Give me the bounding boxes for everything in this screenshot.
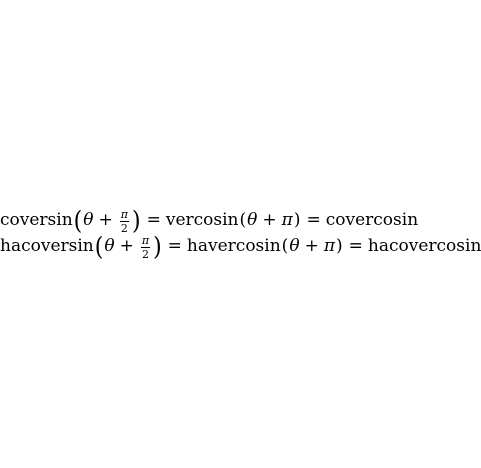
theta-symbol: θ (104, 236, 115, 256)
right-paren: ) (153, 233, 162, 262)
pi-symbol: π (323, 236, 335, 256)
theta-symbol: θ (247, 210, 258, 230)
fraction-denominator: 2 (141, 248, 149, 261)
theta-symbol: θ (289, 236, 300, 256)
function-name: havercosin (186, 236, 281, 256)
plus-operator: + (262, 210, 277, 230)
function-name: coversin (0, 210, 73, 230)
pi-symbol: π (281, 210, 293, 230)
right-paren: ) (293, 210, 301, 230)
equals-sign: = (167, 236, 182, 256)
pi-over-two-fraction (141, 235, 150, 260)
plus-operator: + (119, 236, 134, 256)
right-paren: ) (132, 207, 141, 236)
function-name: vercosin (165, 210, 239, 230)
equals-sign: = (348, 236, 363, 256)
equals-sign: = (146, 210, 161, 230)
left-paren: ( (73, 207, 83, 236)
right-paren: ) (336, 236, 343, 256)
theta-symbol: θ (83, 210, 94, 230)
left-paren: ( (281, 236, 289, 256)
function-name: hacovercosin (367, 236, 481, 256)
equals-sign: = (306, 210, 321, 230)
fraction-numerator: π (141, 234, 150, 247)
function-name: hacoversin (0, 236, 94, 256)
equation-row-hacoversin (0, 232, 481, 262)
pi-over-two-fraction (120, 209, 129, 234)
left-paren: ( (239, 210, 247, 230)
equation-row-coversin (0, 206, 419, 236)
fraction-denominator: 2 (120, 222, 128, 235)
equation-block (0, 206, 481, 262)
plus-operator: + (304, 236, 319, 256)
function-name: covercosin (325, 210, 419, 230)
fraction-numerator: π (120, 208, 128, 221)
plus-operator: + (98, 210, 113, 230)
left-paren: ( (94, 233, 104, 262)
